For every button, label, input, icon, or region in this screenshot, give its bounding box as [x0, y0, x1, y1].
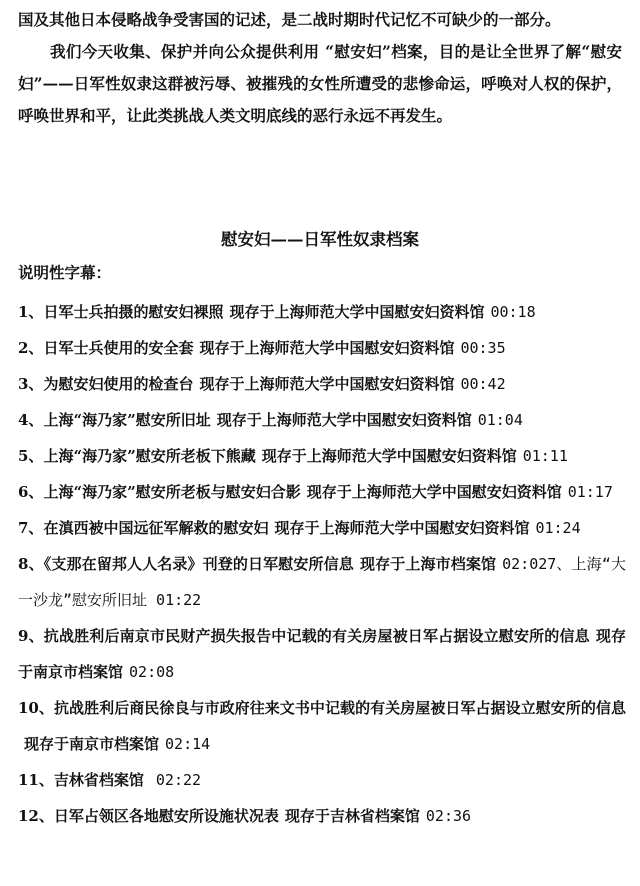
item-location: 现存于上海师范大学中国慰安妇资料馆 — [199, 339, 455, 357]
item-number: 6、 — [18, 483, 44, 501]
item-number: 8、 — [18, 555, 44, 573]
item-number: 12、 — [18, 807, 54, 825]
list-item — [18, 474, 626, 510]
item-number: 5、 — [18, 447, 44, 465]
item-location: 现存于南京市档案馆 — [24, 735, 160, 753]
list-item — [18, 366, 626, 402]
caption-heading: 说明性字幕： — [18, 263, 112, 282]
item-description: 抗战胜利后南京市民财产损失报告中记载的有关房屋被日军占据设立慰安所的信息 — [43, 627, 590, 645]
item-description: 上海“海乃家”慰安所旧址 — [43, 411, 211, 429]
item-location: 现存于上海师范大学中国慰安妇资料馆 — [229, 303, 485, 321]
item-timecode: 01:11 — [522, 447, 568, 465]
item-description: 抗战胜利后商民徐良与市政府往来文书中记载的有关房屋被日军占据设立慰安所的信息 — [53, 699, 626, 717]
item-description: 日军占领区各地慰安所设施状况表 — [53, 807, 279, 825]
item-number: 2、 — [18, 339, 44, 357]
item-description: 为慰安妇使用的检查台 — [43, 375, 194, 393]
item-timecode: 02:22 — [155, 771, 202, 789]
caption-list — [18, 294, 626, 834]
list-item — [18, 330, 626, 366]
list-item — [18, 690, 626, 762]
item-timecode: 02:08 — [129, 663, 175, 681]
item-description: 上海“海乃家”慰安所老板与慰安妇合影 — [43, 483, 301, 501]
list-item — [18, 438, 626, 474]
item-number: 4、 — [18, 411, 44, 429]
item-timecode: 00:35 — [460, 339, 506, 357]
item-timecode: 00:18 — [490, 303, 536, 321]
list-item — [18, 798, 626, 834]
item-number: 10、 — [18, 699, 54, 717]
item-location: 现存于上海师范大学中国慰安妇资料馆 — [306, 483, 562, 501]
list-item — [18, 402, 626, 438]
archive-title: 慰安妇——日军性奴隶档案 — [221, 230, 419, 249]
item-number: 1、 — [18, 303, 44, 321]
list-item — [18, 294, 626, 330]
item-location: 现存于南京市档案馆 — [18, 627, 626, 681]
item-location: 现存于上海师范大学中国慰安妇资料馆 — [261, 447, 517, 465]
item-timecode: 01:04 — [477, 411, 523, 429]
list-item — [18, 546, 626, 618]
list-item — [18, 762, 626, 798]
intro-paragraph-1: 国及其他日本侵略战争受害国的记述，是二战时期时代记忆不可缺少的一部分。 — [18, 10, 561, 29]
item-number: 9、 — [18, 627, 44, 645]
item-description: 日军士兵使用的安全套 — [43, 339, 194, 357]
item-number: 7、 — [18, 519, 44, 537]
item-timecode: 01:17 — [567, 483, 613, 501]
item-description: 《支那在留邦人人名录》刊登的日军慰安所信息 — [43, 555, 354, 573]
item-location: 现存于吉林省档案馆 — [284, 807, 420, 825]
item-location: 现存于上海师范大学中国慰安妇资料馆 — [274, 519, 530, 537]
item-timecode: 00:42 — [460, 375, 506, 393]
item-description: 日军士兵拍摄的慰安妇裸照 — [43, 303, 224, 321]
item-location: 现存于上海师范大学中国慰安妇资料馆 — [216, 411, 472, 429]
list-item — [18, 618, 626, 690]
item-description: 在滇西被中国远征军解救的慰安妇 — [43, 519, 269, 537]
item-description: 吉林省档案馆 — [53, 771, 144, 789]
item-number: 11、 — [18, 771, 54, 789]
list-item — [18, 510, 626, 546]
item-timecode: 02:14 — [165, 735, 211, 753]
item-location: 现存于上海市档案馆 — [359, 555, 497, 573]
item-timecode: 02:36 — [425, 807, 472, 825]
item-timecode: 02:027、上海“大一沙龙”慰安所旧址 01:22 — [18, 555, 626, 609]
item-location: 现存于上海师范大学中国慰安妇资料馆 — [199, 375, 455, 393]
intro-paragraph-2: 我们今天收集、保护并向公众提供利用 “慰安妇”档案，目的是让全世界了解“慰安妇”——日军性奴隶这群被污辱、被摧残的女性所遭受的悲惨命运，呼唤对人权的保护，呼唤世界和平，让此类挑战人类文明底线的恶行永远不再发生。 — [18, 42, 622, 125]
item-number: 3、 — [18, 375, 44, 393]
item-timecode: 01:24 — [535, 519, 581, 537]
item-description: 上海“海乃家”慰安所老板下熊藏 — [43, 447, 256, 465]
